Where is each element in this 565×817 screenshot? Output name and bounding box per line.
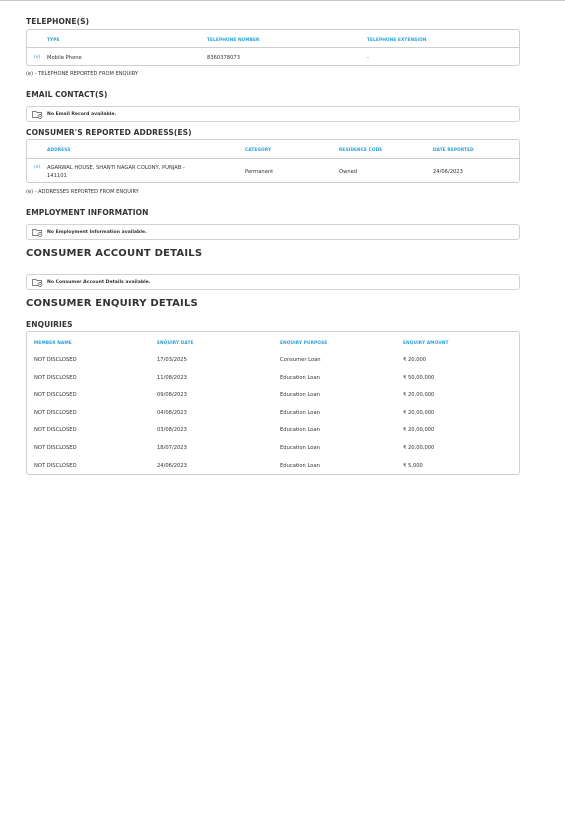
enquiry-amount: ₹ 20,00,000 bbox=[403, 445, 435, 451]
enquiry-date: 17/03/2025 bbox=[157, 357, 187, 363]
enquiry-member: NOT DISCLOSED bbox=[34, 392, 77, 398]
addresses-title: CONSUMER'S REPORTED ADDRESS(ES) bbox=[26, 128, 192, 137]
enquiry-date: 18/07/2023 bbox=[157, 445, 187, 451]
address-line-2: 141101 bbox=[47, 173, 67, 179]
col-type: TYPE bbox=[47, 38, 60, 43]
address-line-1: AGARWAL HOUSE, SHANTI NAGAR COLONY, PUNJAB - bbox=[47, 165, 185, 171]
no-record-icon bbox=[32, 228, 43, 237]
enquiry-amount: ₹ 50,00,000 bbox=[403, 375, 435, 381]
col-telephone-number: TELEPHONE NUMBER bbox=[207, 38, 260, 43]
enquiry-date: 04/08/2023 bbox=[157, 410, 187, 416]
accounts-empty-text: No Consumer Account Details available. bbox=[47, 279, 151, 285]
enquiry-date: 03/08/2023 bbox=[157, 427, 187, 433]
enquiry-details-title: CONSUMER ENQUIRY DETAILS bbox=[26, 298, 198, 309]
header-divider bbox=[27, 158, 519, 159]
col-enquiry-amount: ENQUIRY AMOUNT bbox=[403, 341, 449, 346]
col-address: ADDRESS bbox=[47, 148, 71, 153]
employment-title: EMPLOYMENT INFORMATION bbox=[26, 208, 149, 217]
enquiry-amount: ₹ 20,000 bbox=[403, 357, 427, 363]
enquiry-date: 11/08/2023 bbox=[157, 375, 187, 381]
enquiry-date: 24/06/2023 bbox=[157, 463, 187, 469]
enquiry-amount: ₹ 20,00,000 bbox=[403, 427, 435, 433]
col-telephone-extension: TELEPHONE EXTENSION bbox=[367, 38, 427, 43]
enquiry-amount: ₹ 20,00,000 bbox=[403, 392, 435, 398]
email-title: EMAIL CONTACT(S) bbox=[26, 90, 108, 99]
col-member-name: MEMBER NAME bbox=[34, 341, 72, 346]
no-record-icon bbox=[32, 278, 43, 287]
no-record-icon bbox=[32, 110, 43, 119]
enquiry-purpose: Education Loan bbox=[280, 427, 320, 433]
address-category: Permanent bbox=[245, 169, 274, 175]
top-divider bbox=[0, 0, 565, 1]
email-empty-box bbox=[26, 106, 520, 122]
enquiry-member: NOT DISCLOSED bbox=[34, 463, 77, 469]
col-date-reported: DATE REPORTED bbox=[433, 148, 474, 153]
header-divider bbox=[27, 47, 519, 48]
enquiry-purpose: Education Loan bbox=[280, 410, 320, 416]
address-residence: Owned bbox=[339, 169, 358, 175]
enquiry-purpose: Education Loan bbox=[280, 375, 320, 381]
telephones-table bbox=[26, 29, 520, 66]
col-category: CATEGORY bbox=[245, 148, 272, 153]
addresses-table bbox=[26, 139, 520, 183]
enquiry-member: NOT DISCLOSED bbox=[34, 357, 77, 363]
phone-type: Mobile Phone bbox=[47, 55, 82, 61]
enquiry-amount: ₹ 20,00,000 bbox=[403, 410, 435, 416]
accounts-title: CONSUMER ACCOUNT DETAILS bbox=[26, 248, 203, 259]
enquiry-member: NOT DISCLOSED bbox=[34, 445, 77, 451]
enquiry-purpose: Education Loan bbox=[280, 463, 320, 469]
col-residence-code: RESIDENCE CODE bbox=[339, 148, 383, 153]
enquiry-purpose: Education Loan bbox=[280, 445, 320, 451]
telephones-title: TELEPHONE(S) bbox=[26, 17, 90, 26]
phone-number: 8360378073 bbox=[207, 55, 241, 61]
telephones-note: (e) - TELEPHONE REPORTED FROM ENQUIRY bbox=[26, 71, 139, 77]
email-empty-text: No Email Record available. bbox=[47, 111, 117, 117]
enquiry-member: NOT DISCLOSED bbox=[34, 375, 77, 381]
accounts-empty-box bbox=[26, 274, 520, 290]
enquiries-title: ENQUIRIES bbox=[26, 320, 73, 329]
enquiry-mark: (e) bbox=[34, 165, 41, 170]
col-enquiry-date: ENQUIRY DATE bbox=[157, 341, 194, 346]
enquiry-mark: (e) bbox=[34, 55, 41, 60]
enquiry-member: NOT DISCLOSED bbox=[34, 427, 77, 433]
col-enquiry-purpose: ENQUIRY PURPOSE bbox=[280, 341, 328, 346]
enquiry-member: NOT DISCLOSED bbox=[34, 410, 77, 416]
enquiry-date: 09/08/2023 bbox=[157, 392, 187, 398]
enquiry-amount: ₹ 5,000 bbox=[403, 463, 423, 469]
employment-empty-text: No Employment Information available. bbox=[47, 229, 147, 235]
enquiries-table bbox=[26, 331, 520, 475]
enquiry-purpose: Consumer Loan bbox=[280, 357, 321, 363]
employment-empty-box bbox=[26, 224, 520, 240]
phone-extension: - bbox=[367, 55, 369, 61]
address-date: 24/06/2023 bbox=[433, 169, 463, 175]
addresses-note: (e) - ADDRESSES REPORTED FROM ENQUIRY bbox=[26, 189, 139, 195]
enquiry-purpose: Education Loan bbox=[280, 392, 320, 398]
